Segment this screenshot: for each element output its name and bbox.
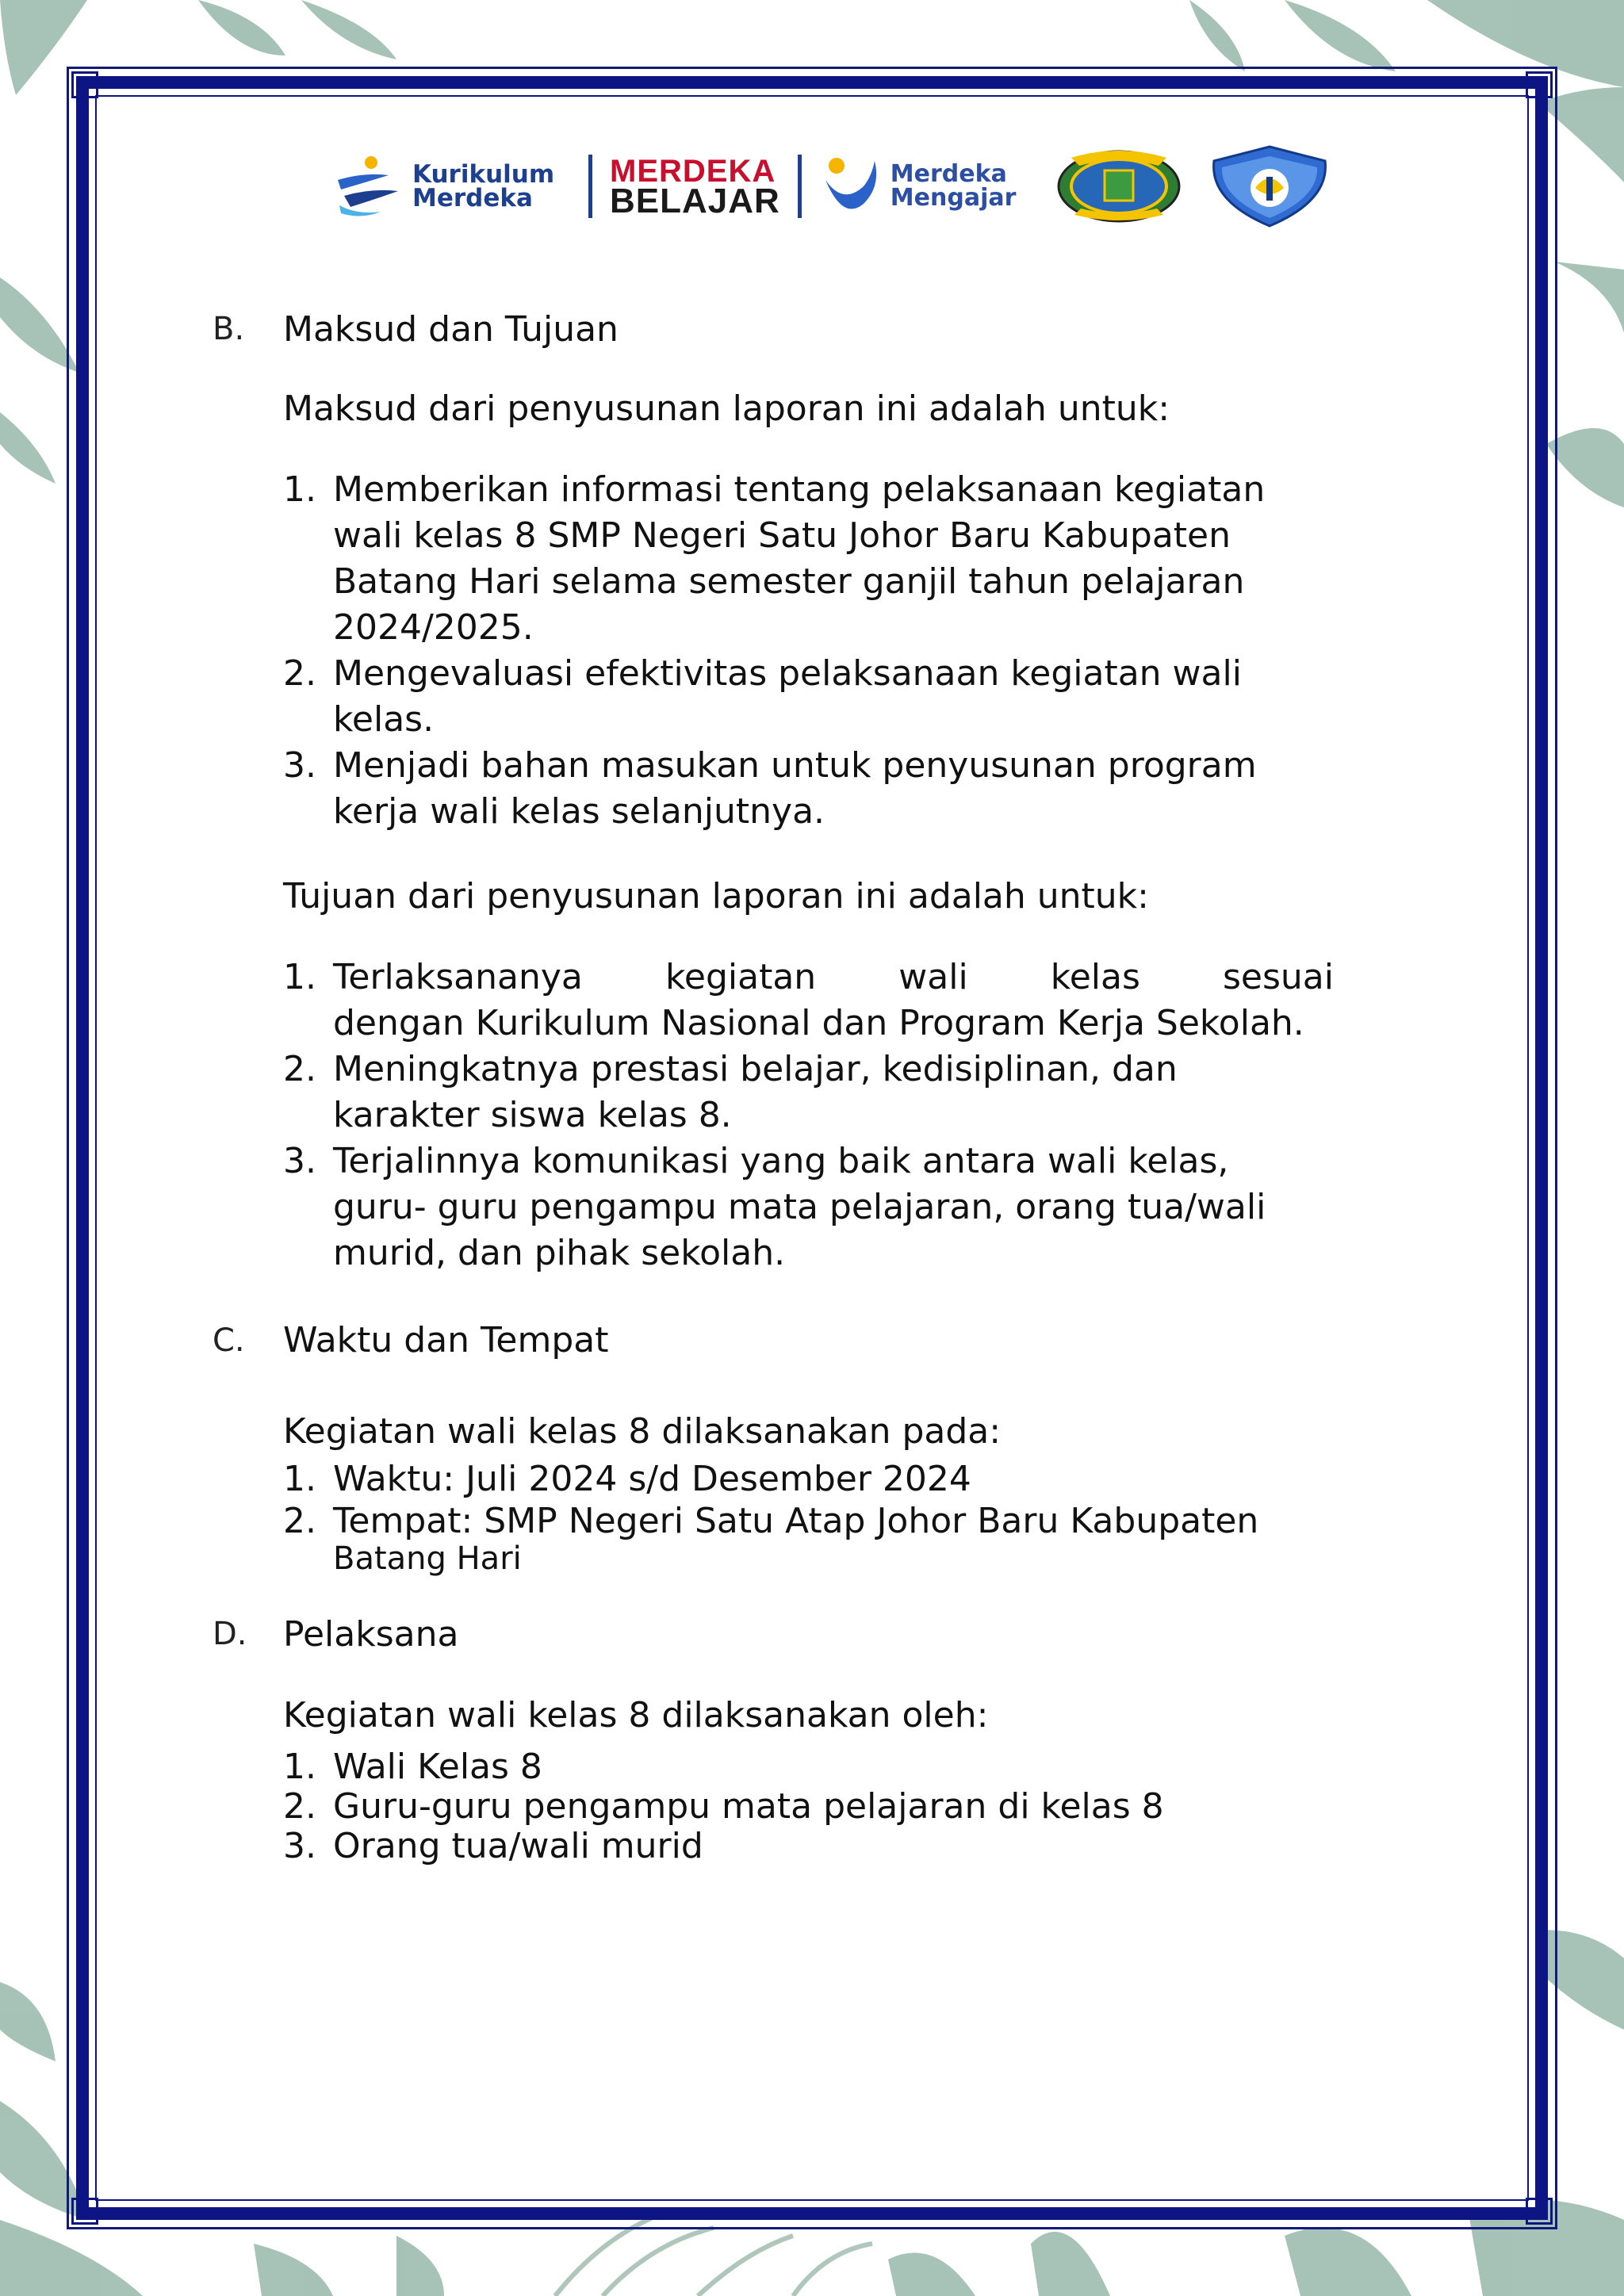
section-c-item-2-line: Tempat: SMP Negeri Satu Atap Johor Baru Kabupaten xyxy=(333,1501,1259,1541)
section-c-title: Waktu dan Tempat xyxy=(283,1320,609,1360)
logo-mb-line-1: MERDEKA xyxy=(610,154,776,189)
tujuan-item-2-num: 2. xyxy=(283,1049,316,1089)
section-d-item-3-num: 3. xyxy=(283,1826,316,1866)
logo-km-line-1: Kurikulum xyxy=(412,160,555,189)
logo-km-line-2: Merdeka xyxy=(412,184,533,212)
section-d-item-1-line: Wali Kelas 8 xyxy=(333,1747,542,1787)
section-d-intro: Kegiatan wali kelas 8 dilaksanakan oleh: xyxy=(283,1695,989,1735)
section-c-item-2-num: 2. xyxy=(283,1501,316,1541)
tujuan-item-1-line: dengan Kurikulum Nasional dan Program Kerja Sekolah. xyxy=(333,1003,1304,1043)
maksud-item-2-line: kelas. xyxy=(333,699,435,740)
section-b-title: Maksud dan Tujuan xyxy=(283,309,619,350)
maksud-item-1-num: 1. xyxy=(283,469,316,510)
maksud-item-3-num: 3. xyxy=(283,745,316,786)
logo-mb-line-2: BELAJAR xyxy=(610,182,780,220)
tujuan-item-1-justified-line xyxy=(333,957,1334,997)
maksud-item-1-line: wali kelas 8 SMP Negeri Satu Johor Baru Kabupaten xyxy=(333,515,1231,556)
maksud-item-1-line: 2024/2025. xyxy=(333,607,534,648)
section-c-letter: C. xyxy=(213,1322,245,1359)
tujuan-item-2-line: Meningkatnya prestasi belajar, kedisiplinan, dan xyxy=(333,1049,1178,1089)
section-d-title: Pelaksana xyxy=(283,1614,459,1655)
justified-word: wali xyxy=(898,957,968,997)
section-d-item-3-line: Orang tua/wali murid xyxy=(333,1826,703,1866)
section-c-item-2-line: Batang Hari xyxy=(333,1540,522,1577)
maksud-item-3-line: kerja wali kelas selanjutnya. xyxy=(333,791,825,832)
tujuan-item-3-line: Terjalinnya komunikasi yang baik antara wali kelas, xyxy=(333,1141,1229,1181)
maksud-item-2-num: 2. xyxy=(283,653,316,694)
section-c-item-1-line: Waktu: Juli 2024 s/d Desember 2024 xyxy=(333,1459,971,1499)
tujuan-intro: Tujuan dari penyusunan laporan ini adalah untuk: xyxy=(283,876,1149,916)
tujuan-item-2-line: karakter siswa kelas 8. xyxy=(333,1095,732,1135)
section-b-letter: B. xyxy=(213,311,245,347)
justified-word: Terlaksananya xyxy=(333,957,583,997)
maksud-item-3-line: Menjadi bahan masukan untuk penyusunan program xyxy=(333,745,1257,786)
section-d-item-2-num: 2. xyxy=(283,1786,316,1827)
tujuan-item-1-num: 1. xyxy=(283,957,316,997)
section-c-intro: Kegiatan wali kelas 8 dilaksanakan pada: xyxy=(283,1411,1002,1452)
section-d-letter: D. xyxy=(213,1616,247,1652)
justified-word: sesuai xyxy=(1223,957,1334,997)
maksud-intro: Maksud dari penyusunan laporan ini adalah untuk: xyxy=(283,388,1170,429)
logo-mm-line-1: Merdeka xyxy=(890,160,1007,188)
tujuan-item-3-line: guru- guru pengampu mata pelajaran, orang tua/wali xyxy=(333,1187,1266,1227)
justified-word: kelas xyxy=(1050,957,1140,997)
logo-mm-line-2: Mengajar xyxy=(890,184,1017,212)
tujuan-item-3-line: murid, dan pihak sekolah. xyxy=(333,1233,786,1273)
justified-word: kegiatan xyxy=(665,957,817,997)
maksud-item-1-line: Batang Hari selama semester ganjil tahun pelajaran xyxy=(333,561,1245,602)
tujuan-item-3-num: 3. xyxy=(283,1141,316,1181)
section-d-item-1-num: 1. xyxy=(283,1747,316,1787)
section-c-item-1-num: 1. xyxy=(283,1459,316,1499)
maksud-item-1-line: Memberikan informasi tentang pelaksanaan kegiatan xyxy=(333,469,1266,510)
maksud-item-2-line: Mengevaluasi efektivitas pelaksanaan kegiatan wali xyxy=(333,653,1242,694)
section-d-item-2-line: Guru-guru pengampu mata pelajaran di kelas 8 xyxy=(333,1786,1164,1827)
